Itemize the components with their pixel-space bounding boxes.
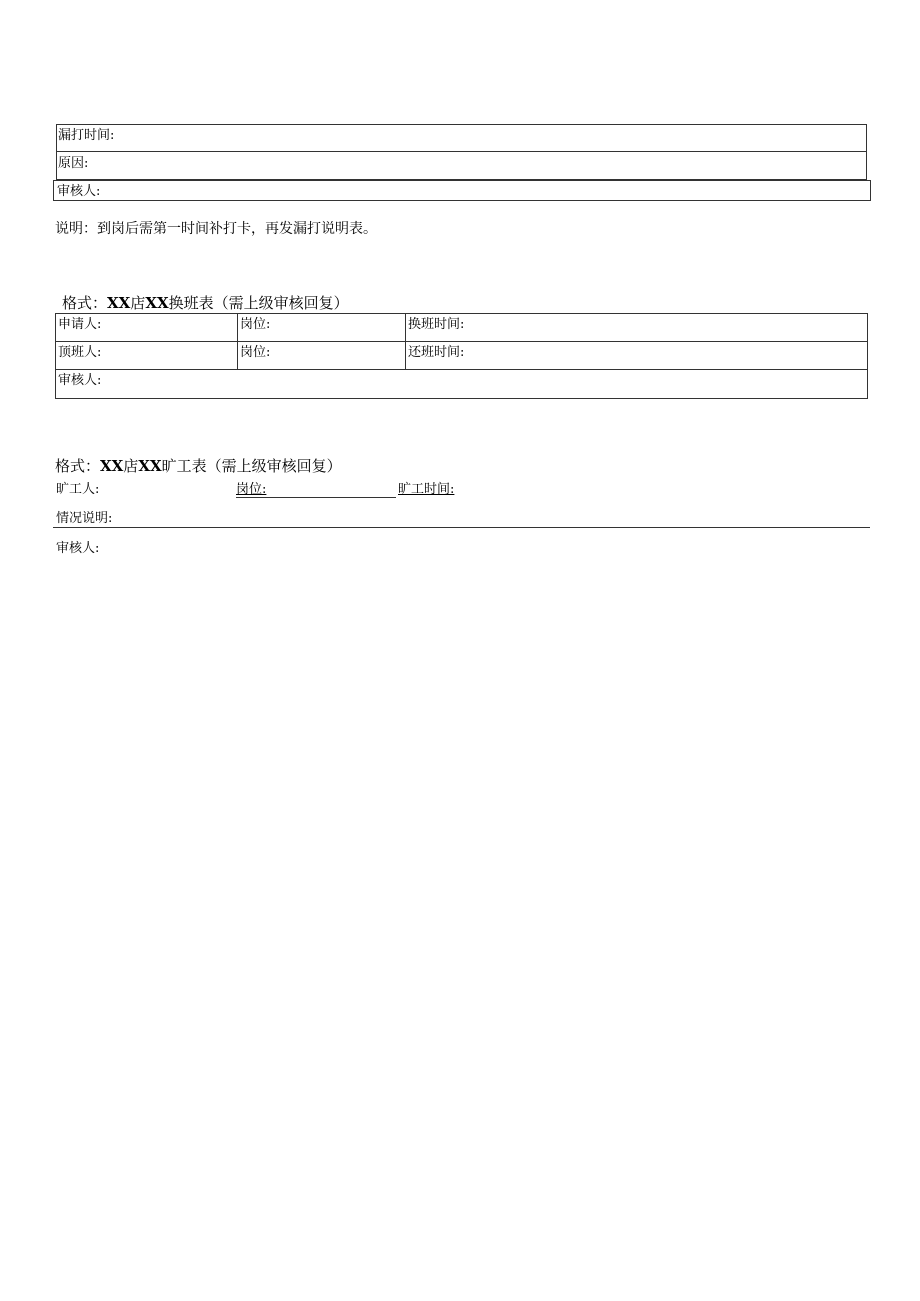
absence-title-prefix: 格式：: [55, 457, 101, 475]
missed-time-row: [56, 124, 867, 152]
reviewer-label: 审核人:: [57, 184, 101, 199]
swap-time-label: 换班时间:: [408, 317, 465, 332]
reason-row: [56, 151, 867, 180]
absence-title-rest: 旷工表（需上级审核回复）: [161, 457, 342, 475]
situation-label: 情况说明:: [56, 511, 113, 526]
shift-form-title: [62, 292, 349, 313]
shift-row-divider-1: [55, 341, 868, 342]
position-label-2: 岗位:: [240, 345, 271, 360]
reason-label: 原因:: [58, 156, 89, 171]
position-underline: [236, 497, 396, 498]
substitute-label: 顶班人:: [58, 345, 102, 360]
absence-form-title: [55, 455, 342, 476]
applicant-label: 申请人:: [58, 317, 102, 332]
absence-title-store: 店: [123, 457, 139, 475]
shift-title-prefix: 格式：: [62, 294, 108, 312]
shift-reviewer-label: 审核人:: [58, 373, 102, 388]
absentee-label: 旷工人:: [56, 482, 100, 497]
shift-col-divider-1: [237, 313, 238, 370]
missed-time-label: 漏打时间:: [58, 128, 115, 143]
reviewer-row: [53, 180, 871, 201]
shift-title-xx1: XX: [107, 294, 131, 312]
shift-title-xx2: XX: [145, 294, 169, 312]
absence-title-xx2: XX: [138, 457, 162, 475]
shift-title-store: 店: [130, 294, 146, 312]
note-text: 说明：到岗后需第一时间补打卡，再发漏打说明表。: [55, 221, 377, 237]
situation-divider: [53, 527, 870, 528]
return-time-label: 还班时间:: [408, 345, 465, 360]
shift-title-rest: 换班表（需上级审核回复）: [168, 294, 349, 312]
absence-position-label: 岗位:: [236, 482, 267, 497]
absence-time-label: 旷工时间:: [398, 482, 455, 497]
shift-col-divider-2: [405, 313, 406, 370]
shift-row-divider-2: [55, 369, 868, 370]
absence-reviewer-label: 审核人:: [56, 541, 100, 556]
absence-title-xx1: XX: [100, 457, 124, 475]
position-label-1: 岗位:: [240, 317, 271, 332]
